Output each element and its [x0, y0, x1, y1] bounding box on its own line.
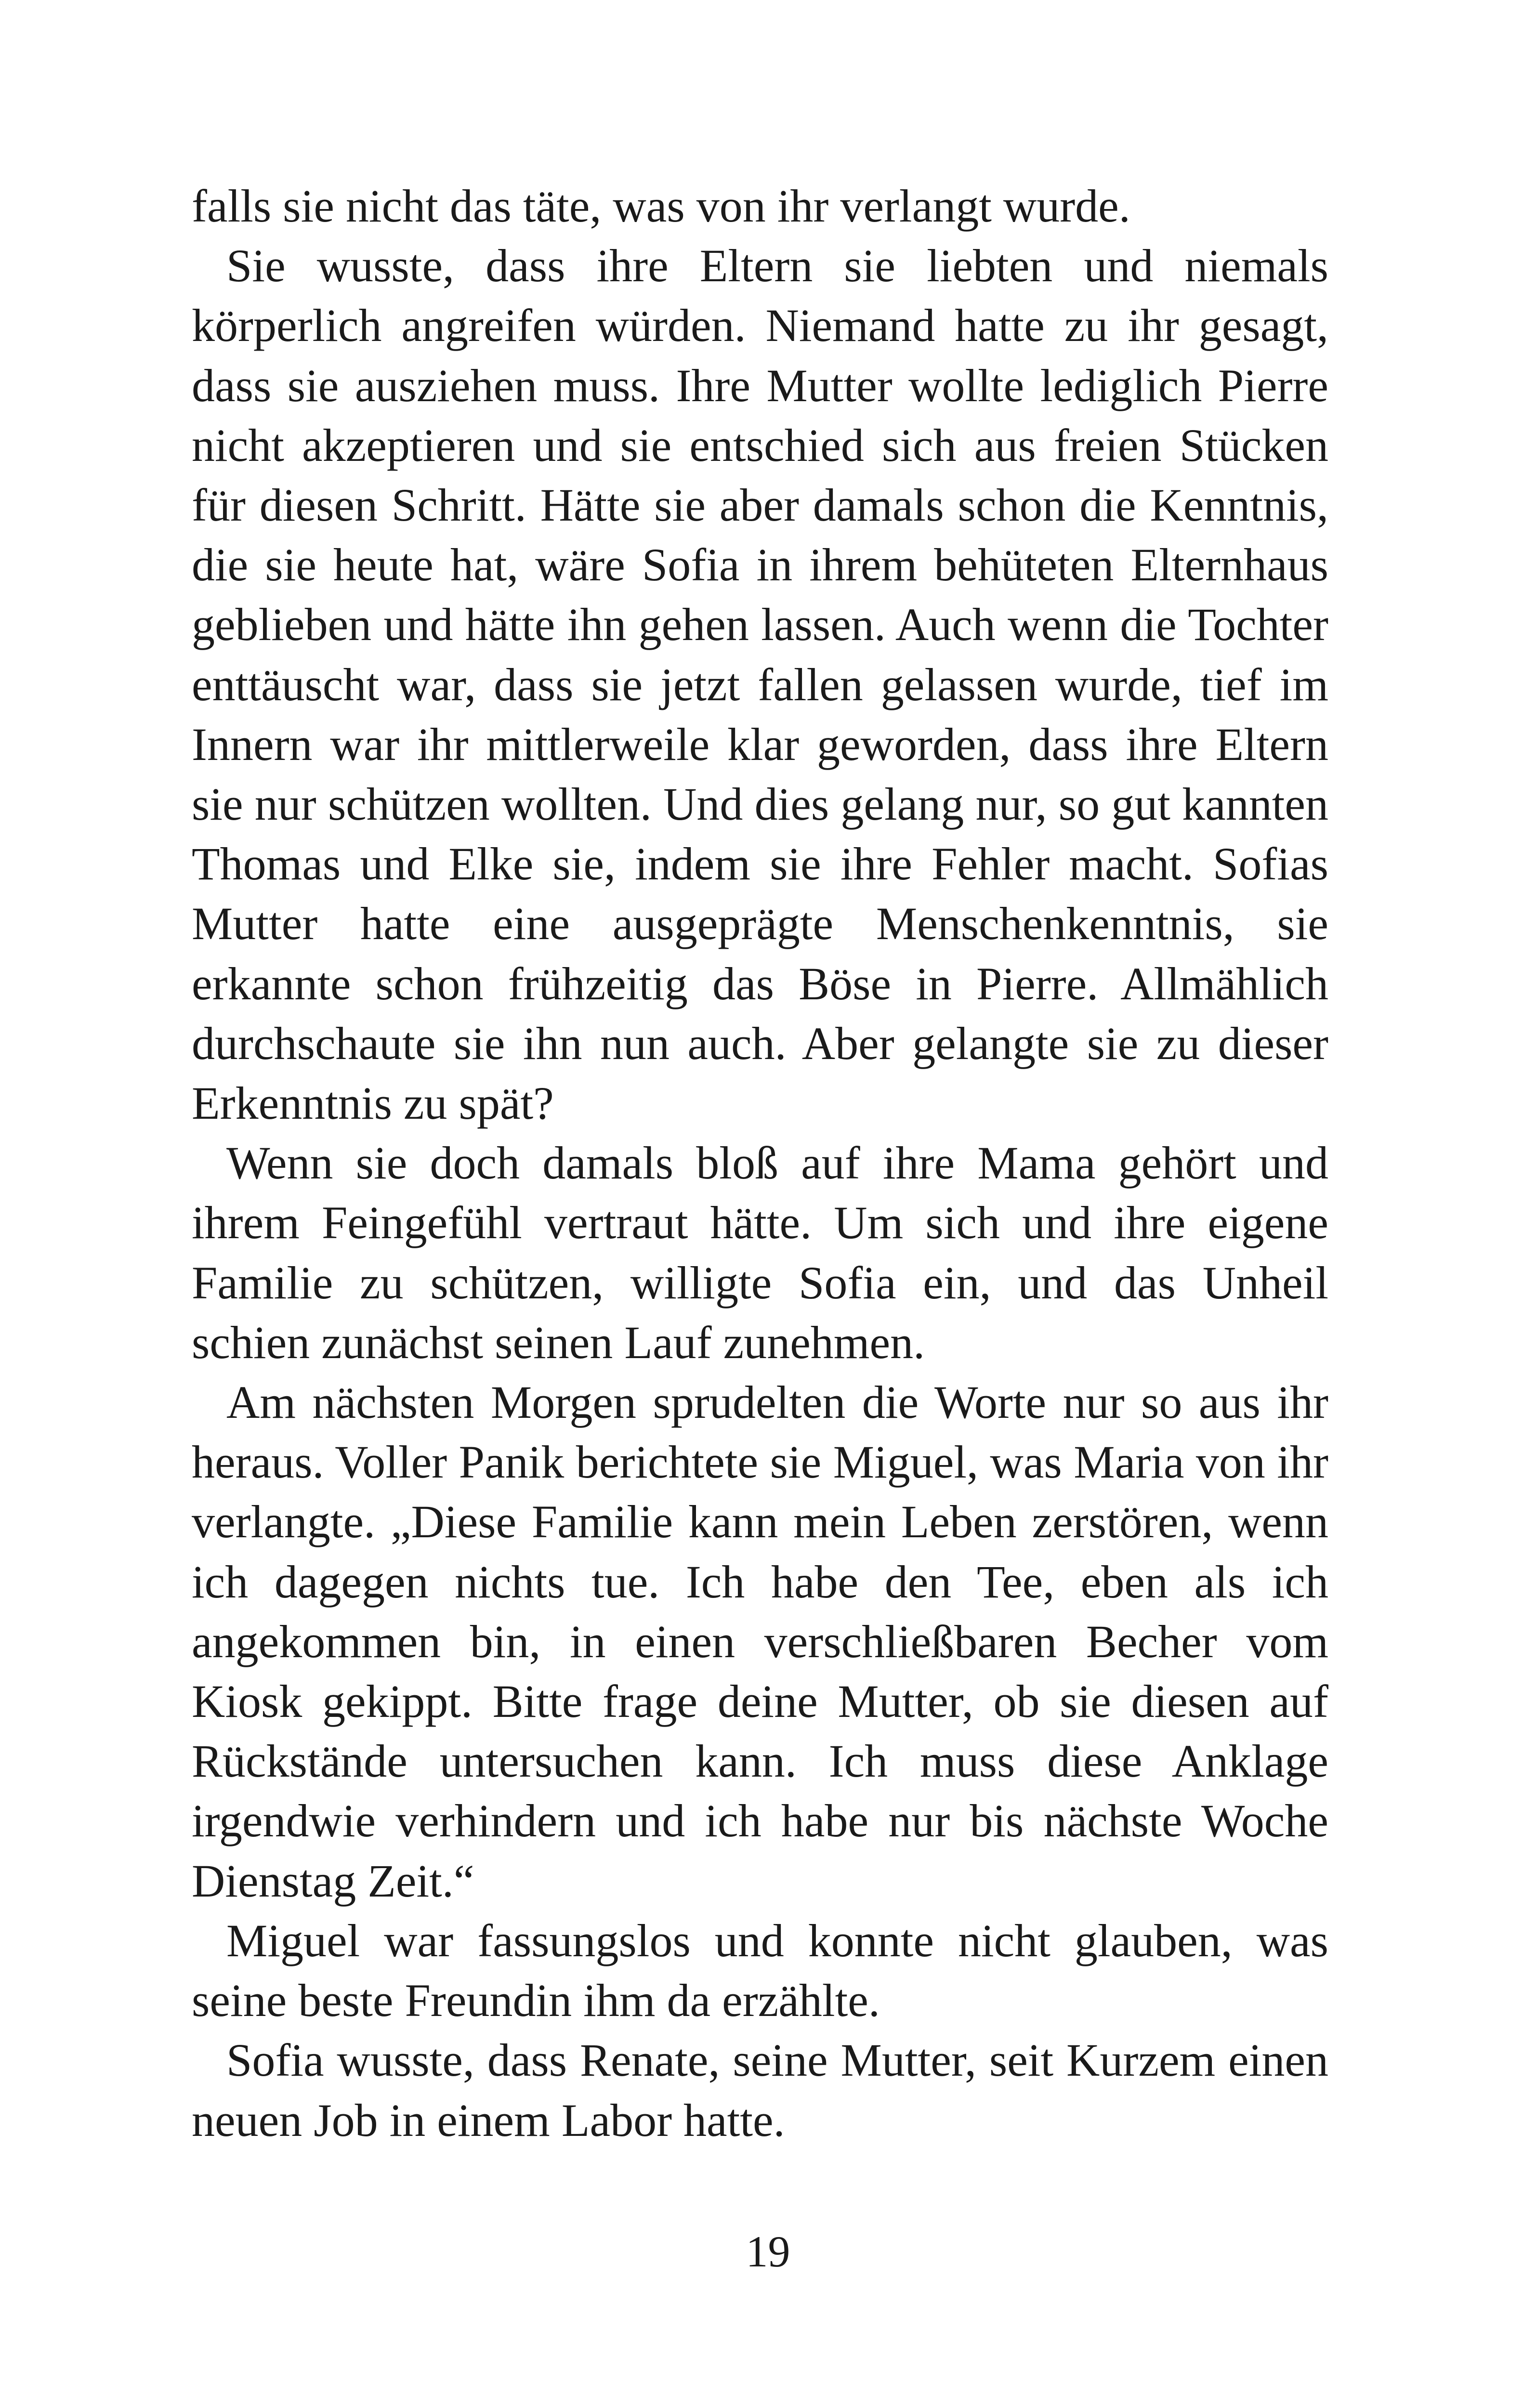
- paragraph: Sofia wusste, dass Renate, seine Mutter, seit Kurzem einen neuen Job in einem Labor hatte.: [192, 2034, 1328, 2146]
- page-number: 19: [746, 2227, 790, 2276]
- paragraph: Am nächsten Morgen sprudelten die Worte nur so aus ihr heraus. Voller Panik berichtete sie Miguel, was Maria von ihr verlangte. „Diese Familie kann mein Leben zerstören, wenn ich dagegen nichts tue. Ich habe den Tee, eben als ich angekommen bin, in einen verschließbaren Becher vom Kiosk gekippt. Bitte frage deine Mutter, ob sie diesen auf Rückstände untersuchen kann. Ich muss diese Anklage irgendwie verhindern und ich habe nur bis nächste Woche Dienstag Zeit.“: [192, 1376, 1328, 1907]
- paragraph: Wenn sie doch damals bloß auf ihre Mama gehört und ihrem Feingefühl vertraut hätte. Um sich und ihre eigene Familie zu schützen, willigte Sofia ein, und das Unheil schien zunächst seinen Lauf zunehmen.: [192, 1137, 1328, 1368]
- paragraph: Sie wusste, dass ihre Eltern sie liebten und niemals körperlich angreifen würden. Niemand hatte zu ihr gesagt, dass sie ausziehen muss. Ihre Mutter wollte lediglich Pierre nicht akzeptieren und sie entschied sich aus freien Stücken für diesen Schritt. Hätte sie aber damals schon die Kenntnis, die sie heute hat, wäre Sofia in ihrem behüteten Elternhaus geblieben und hätte ihn gehen lassen. Auch wenn die Tochter enttäuscht war, dass sie jetzt fallen gelassen wurde, tief im Innern war ihr mittlerweile klar geworden, dass ihre Eltern sie nur schützen wollten. Und dies gelang nur, so gut kannten Thomas und Elke sie, indem sie ihre Fehler macht. Sofias Mutter hatte eine ausgeprägte Menschenkenntnis, sie erkannte schon frühzeitig das Böse in Pierre. Allmählich durchschaute sie ihn nun auch. Aber gelangte sie zu dieser Erkenntnis zu spät?: [192, 240, 1328, 1129]
- paragraph-continuation: falls sie nicht das täte, was von ihr verlangt wurde.: [192, 180, 1130, 232]
- paragraph: Miguel war fassungslos und konnte nicht glauben, was seine beste Freundin ihm da erzählte.: [192, 1914, 1328, 2027]
- body-text: [192, 176, 1328, 2150]
